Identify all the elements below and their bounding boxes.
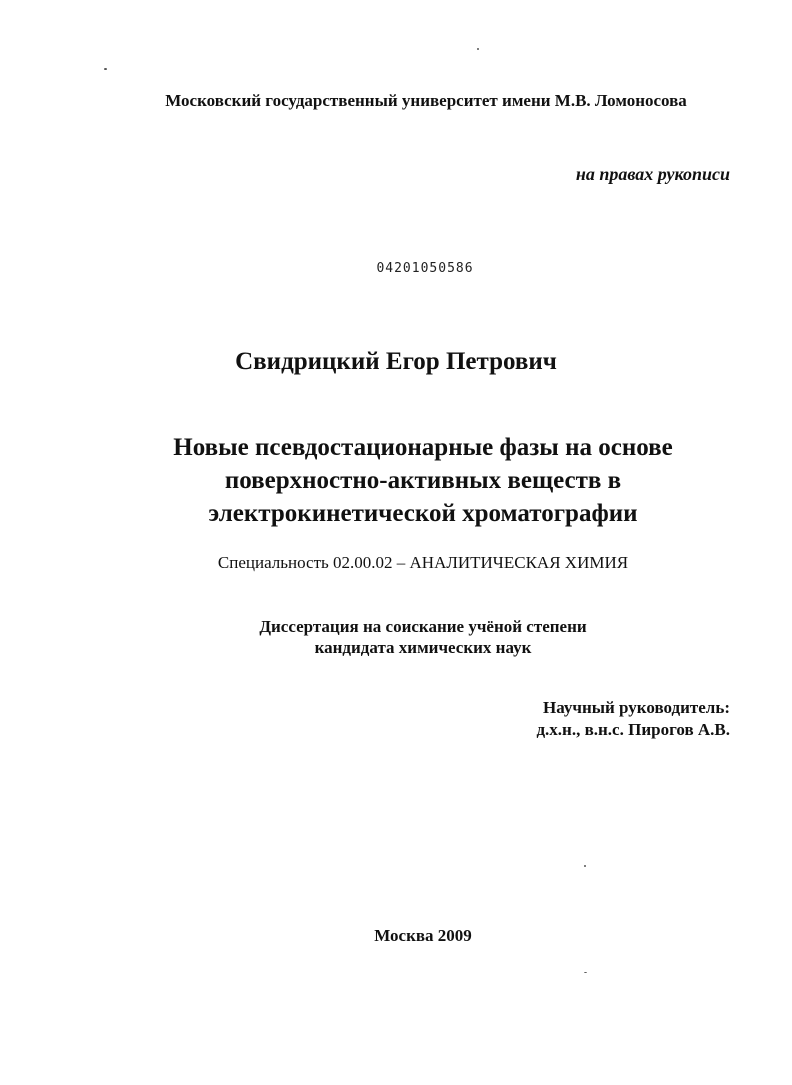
university-name: Московский государственный университет имени М.В. Ломоносова bbox=[165, 91, 687, 110]
scan-speck bbox=[104, 68, 107, 70]
manuscript-note: на правах рукописи bbox=[575, 164, 730, 184]
scan-speck bbox=[477, 48, 479, 50]
supervisor-block bbox=[536, 697, 730, 741]
scan-speck bbox=[584, 972, 587, 973]
author-name: Свидрицкий Егор Петрович bbox=[235, 348, 557, 375]
supervisor-label: Научный руководитель: bbox=[543, 698, 730, 717]
degree-statement-line: кандидата химических наук bbox=[314, 638, 532, 657]
degree-statement bbox=[0, 616, 792, 658]
city-year: Москва 2009 bbox=[374, 926, 472, 945]
specialty-line: Специальность 02.00.02 – АНАЛИТИЧЕСКАЯ ХИМИЯ bbox=[217, 553, 629, 572]
degree-statement-line: Диссертация на соискание учёной степени bbox=[259, 617, 587, 636]
scan-speck bbox=[584, 865, 586, 867]
thesis-title bbox=[0, 431, 792, 530]
thesis-title-line: поверхностно-активных веществ в bbox=[224, 467, 622, 494]
thesis-title-line: Новые псевдостационарные фазы на основе bbox=[173, 434, 673, 461]
supervisor-name: д.х.н., в.н.с. Пирогов А.В. bbox=[536, 720, 730, 739]
catalog-number: 04201050586 bbox=[376, 261, 474, 276]
thesis-title-line: электрокинетической хроматографии bbox=[208, 500, 638, 527]
